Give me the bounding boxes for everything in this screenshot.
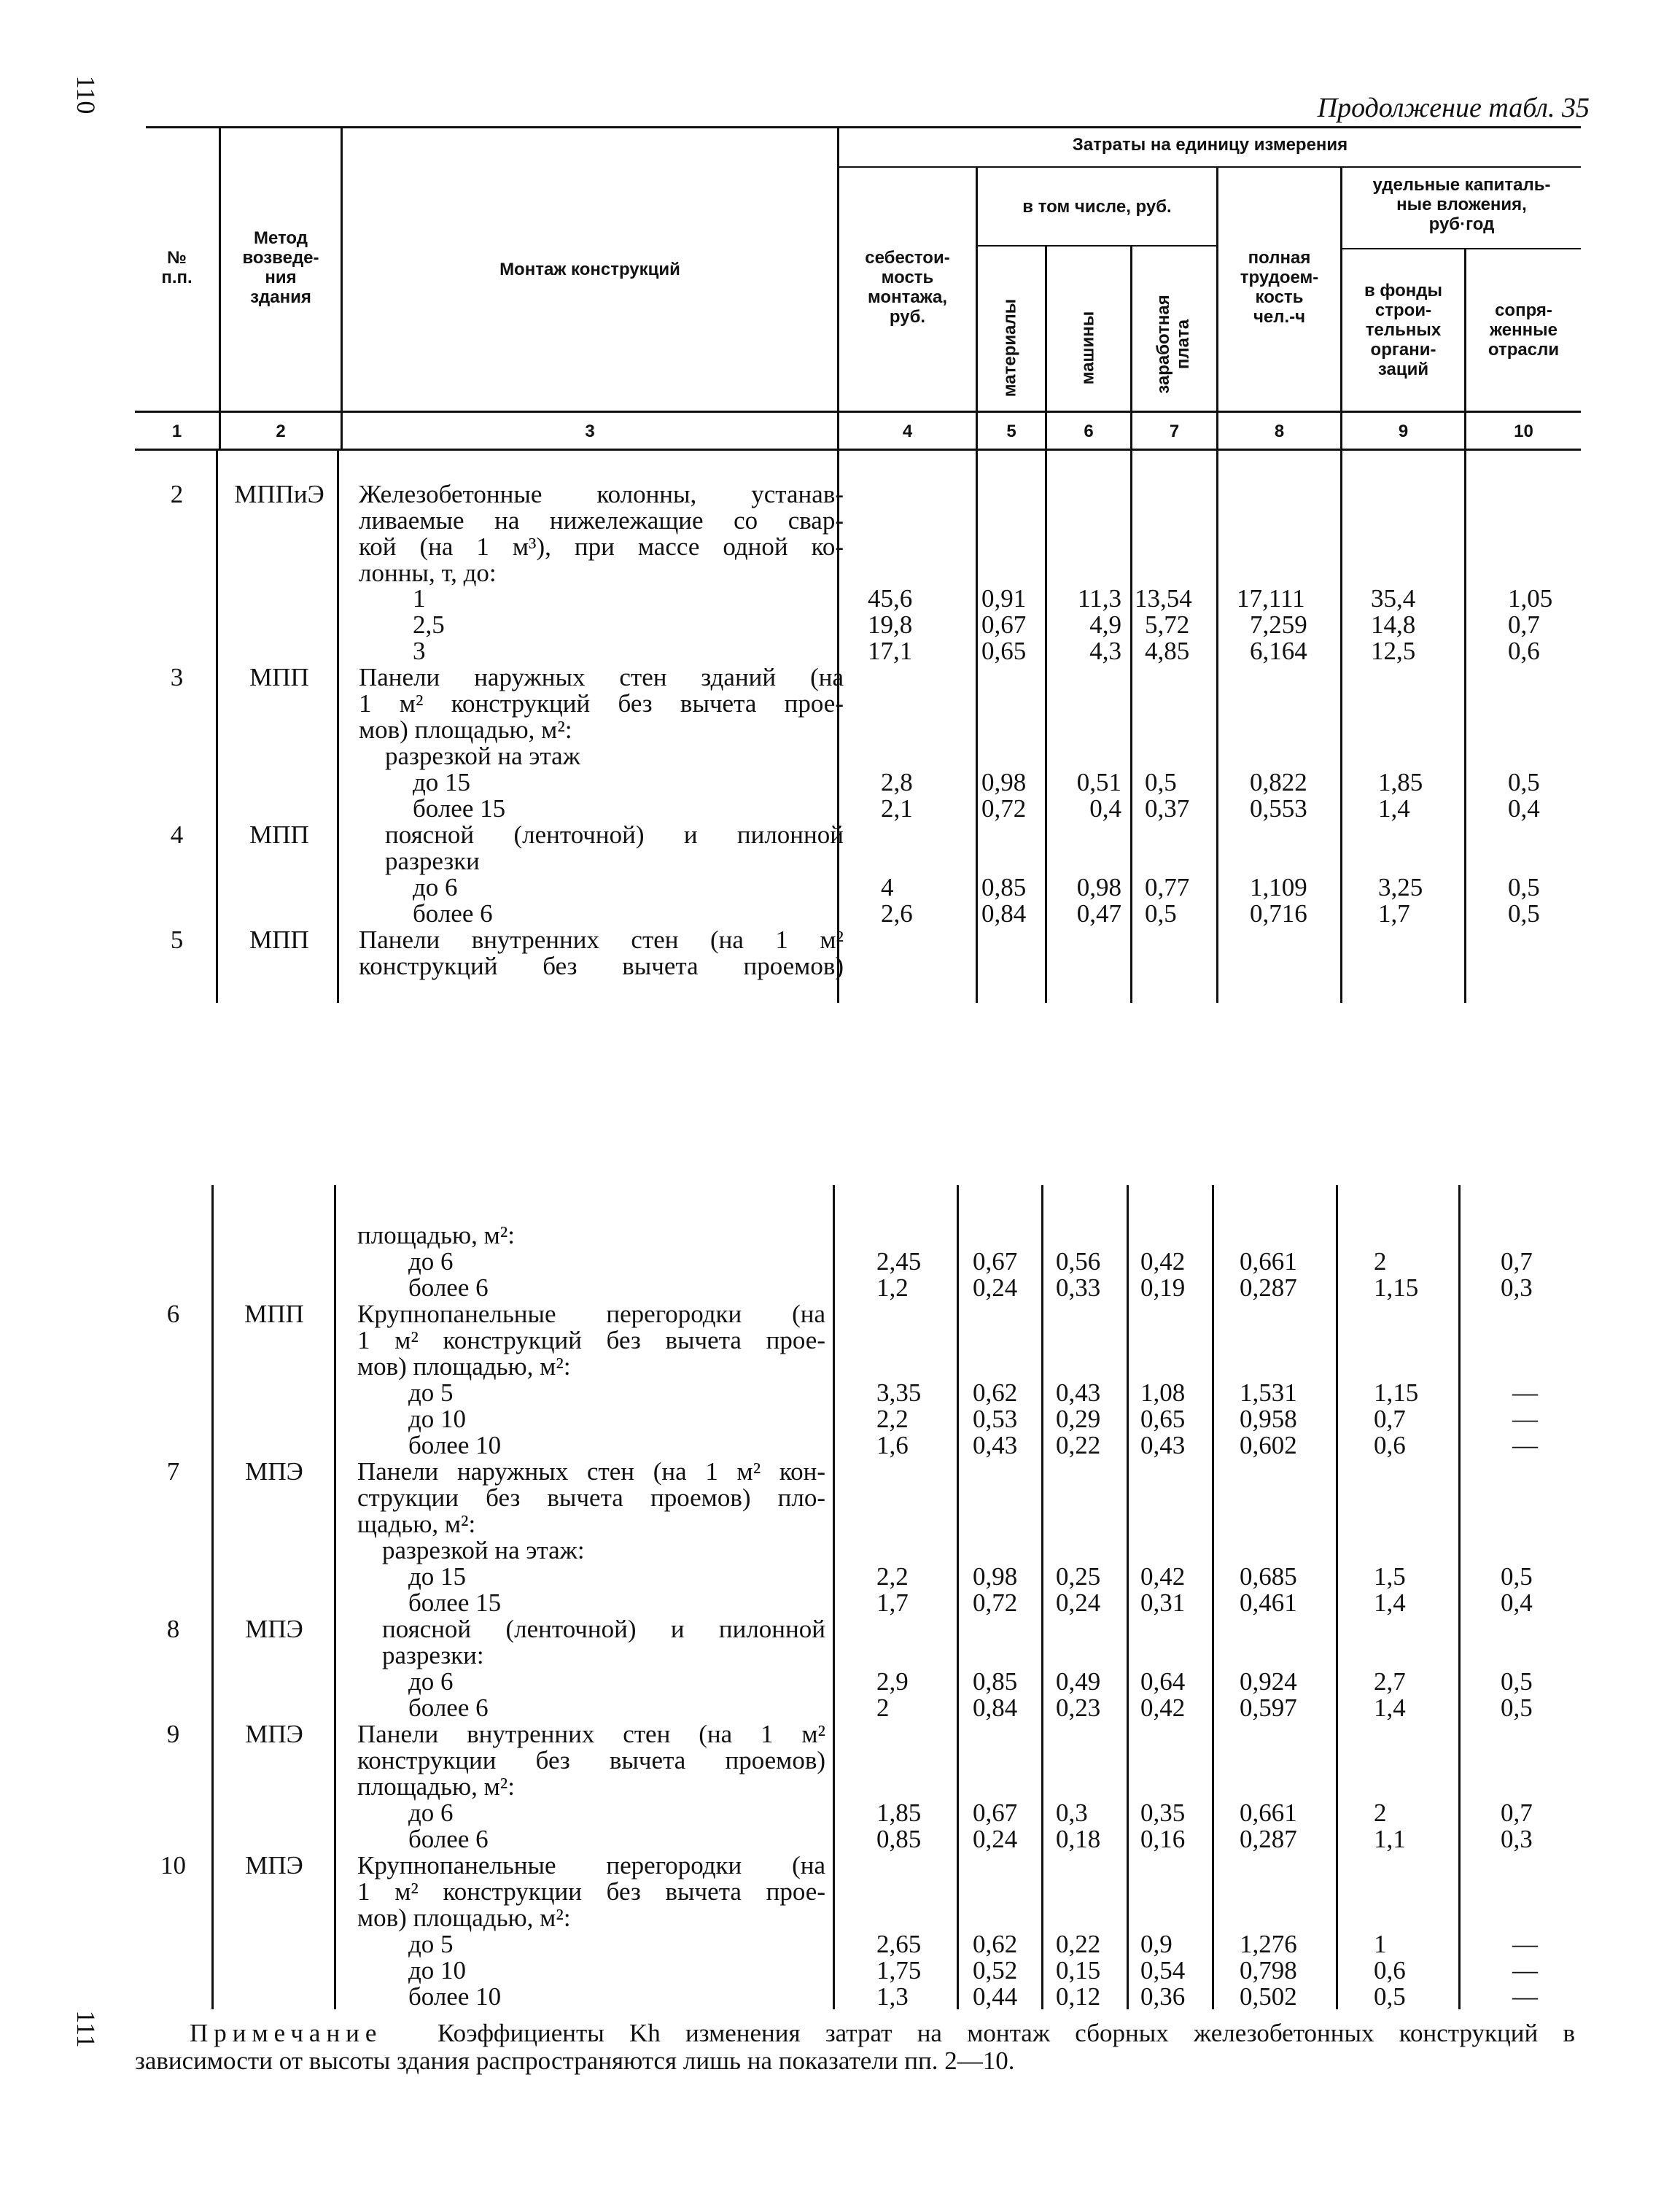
row-method: МПЭ [245, 1851, 303, 1879]
value-wages: 0,42 [1140, 1247, 1186, 1276]
page-number-top: 110 [71, 75, 101, 115]
value-cost: 1,2 [876, 1273, 909, 1302]
desc-p2-line: площадью, м²: [357, 1772, 515, 1801]
row-number: 7 [166, 1457, 180, 1486]
value-machines: 0,56 [1056, 1247, 1101, 1276]
value-labor: 0,661 [1240, 1799, 1297, 1827]
value-wages: 1,08 [1140, 1378, 1186, 1407]
value-related: 0,5 [1501, 1667, 1533, 1696]
desc-p2-line: конструкции без вычета проемов) [357, 1746, 825, 1774]
desc-p2-line: до 15 [408, 1562, 467, 1591]
desc-p2-line: более 6 [408, 1825, 489, 1853]
desc-p2-line: более 10 [408, 1982, 502, 2011]
value-related: 0,3 [1501, 1273, 1533, 1302]
desc-p2-line: 1 м² конструкций без вычета прое- [357, 1326, 825, 1354]
header-materials: материалы [1000, 298, 1020, 397]
desc-p1-line: кой (на 1 м³), при массе одной ко- [359, 532, 844, 561]
value-materials: 0,72 [973, 1588, 1018, 1617]
value-related: 0,5 [1508, 873, 1540, 901]
header-labor: полная трудоем- кость чел.-ч [1240, 248, 1319, 327]
value-cost: 2,2 [876, 1405, 909, 1433]
header-related: сопря- женные отрасли [1488, 300, 1560, 360]
desc-p2-line: более 6 [408, 1694, 489, 1722]
value-wages: 0,64 [1140, 1667, 1186, 1696]
header-incl-group: в том числе, руб. [1022, 197, 1172, 217]
col-number-2: 2 [276, 422, 286, 441]
value-machines: 0,4 [1089, 794, 1121, 823]
value-wages: 0,5 [1145, 768, 1177, 796]
value-wages: 0,5 [1145, 899, 1177, 928]
value-labor: 0,685 [1240, 1562, 1297, 1591]
value-funds: 1,7 [1378, 899, 1410, 928]
value-machines: 0,98 [1076, 873, 1121, 901]
note-label: Примечание [190, 2019, 383, 2047]
row-number: 5 [170, 926, 184, 954]
row-method: МПЭ [245, 1720, 303, 1748]
value-funds: 35,4 [1371, 584, 1416, 613]
value-wages: 0,36 [1140, 1982, 1186, 2011]
value-related: 0,7 [1501, 1799, 1533, 1827]
header-num: № п.п. [161, 248, 192, 287]
value-cost: 1,75 [876, 1956, 922, 1985]
value-wages: 4,85 [1145, 637, 1190, 665]
value-labor: 7,259 [1250, 610, 1307, 639]
value-labor: 0,287 [1240, 1273, 1297, 1302]
col-number-8: 8 [1274, 422, 1285, 441]
value-related: 0,5 [1508, 768, 1540, 796]
desc-p1-line: до 15 [413, 768, 471, 796]
value-wages: 0,43 [1140, 1431, 1186, 1459]
value-funds: 1,4 [1374, 1588, 1406, 1617]
desc-p1-line: 1 м² конструкций без вычета прое- [359, 689, 844, 718]
desc-p1-line: разрезки [385, 847, 480, 875]
value-machines: 4,9 [1089, 610, 1121, 639]
row-number: 9 [166, 1720, 180, 1748]
value-materials: 0,52 [973, 1956, 1018, 1985]
desc-p2-line: до 10 [408, 1405, 467, 1433]
desc-p2-line: Панели внутренних стен (на 1 м² [357, 1720, 825, 1748]
desc-p1-line: до 6 [413, 873, 458, 901]
value-materials: 0,67 [973, 1799, 1018, 1827]
row-method: МПП [249, 926, 309, 954]
value-related: 1,05 [1508, 584, 1553, 613]
note-line-2: зависимости от высоты здания распространяются лишь на показатели пп. 2—10. [135, 2047, 1015, 2075]
value-materials: 0,67 [973, 1247, 1018, 1276]
value-related: — [1512, 1405, 1538, 1433]
value-cost: 2,8 [881, 768, 913, 796]
value-cost: 3,35 [876, 1378, 922, 1407]
value-labor: 0,287 [1240, 1825, 1297, 1853]
value-materials: 0,84 [973, 1694, 1018, 1722]
col-number-7: 7 [1169, 422, 1180, 441]
value-cost: 2,6 [881, 899, 913, 928]
value-wages: 0,77 [1145, 873, 1190, 901]
value-machines: 4,3 [1089, 637, 1121, 665]
value-funds: 1 [1374, 1930, 1387, 1958]
value-machines: 0,23 [1056, 1694, 1101, 1722]
value-labor: 1,276 [1240, 1930, 1297, 1958]
value-related: 0,6 [1508, 637, 1540, 665]
value-wages: 0,31 [1140, 1588, 1186, 1617]
page-number-bottom: 111 [71, 2010, 101, 2048]
value-materials: 0,62 [973, 1930, 1018, 1958]
row-number: 6 [166, 1300, 180, 1328]
desc-p1-line: мов) площадью, м²: [359, 715, 572, 744]
col-number-6: 6 [1084, 422, 1094, 441]
header-wages: заработная плата [1154, 295, 1193, 394]
desc-p2-line: до 6 [408, 1799, 454, 1827]
value-machines: 0,22 [1056, 1431, 1101, 1459]
value-materials: 0,53 [973, 1405, 1018, 1433]
value-funds: 0,5 [1374, 1982, 1406, 2011]
value-cost: 2,1 [881, 794, 913, 823]
value-funds: 2 [1374, 1799, 1387, 1827]
col-number-3: 3 [585, 422, 595, 441]
value-materials: 0,98 [981, 768, 1027, 796]
value-cost: 2,9 [876, 1667, 909, 1696]
row-number: 3 [170, 663, 184, 691]
desc-p2-line: щадью, м²: [357, 1510, 476, 1538]
header-capital-group: удельные капиталь- ные вложения, руб·год [1372, 175, 1551, 234]
value-materials: 0,84 [981, 899, 1027, 928]
header-machines: машины [1078, 311, 1098, 385]
value-funds: 1,15 [1374, 1273, 1419, 1302]
row-method: МПЭ [245, 1615, 303, 1643]
desc-p1-line: более 15 [413, 794, 506, 823]
value-wages: 0,54 [1140, 1956, 1186, 1985]
value-machines: 0,3 [1056, 1799, 1088, 1827]
col-number-9: 9 [1398, 422, 1409, 441]
value-cost: 0,85 [876, 1825, 922, 1853]
desc-p1-line: 3 [413, 637, 426, 665]
note-line-1: Коэффициенты Kh изменения затрат на монтаж сборных железобетонных конструкций в [438, 2019, 1575, 2047]
value-machines: 0,18 [1056, 1825, 1101, 1853]
row-number: 4 [170, 820, 184, 849]
value-materials: 0,72 [981, 794, 1027, 823]
value-machines: 0,33 [1056, 1273, 1101, 1302]
value-materials: 0,85 [981, 873, 1027, 901]
value-machines: 0,15 [1056, 1956, 1101, 1985]
value-related: 0,5 [1508, 899, 1540, 928]
value-cost: 2 [876, 1694, 890, 1722]
value-related: 0,3 [1501, 1825, 1533, 1853]
value-cost: 1,7 [876, 1588, 909, 1617]
value-wages: 0,37 [1145, 794, 1190, 823]
value-machines: 11,3 [1078, 584, 1121, 613]
value-machines: 0,47 [1076, 899, 1121, 928]
value-labor: 0,461 [1240, 1588, 1297, 1617]
value-materials: 0,24 [973, 1825, 1018, 1853]
value-materials: 0,91 [981, 584, 1027, 613]
value-materials: 0,67 [981, 610, 1027, 639]
col-number-5: 5 [1006, 422, 1016, 441]
desc-p2-line: поясной (ленточной) и пилонной [382, 1615, 825, 1643]
value-funds: 1,1 [1374, 1825, 1406, 1853]
desc-p2-line: мов) площадью, м²: [357, 1904, 571, 1932]
desc-p1-line: ливаемые на нижележащие со свар- [359, 506, 844, 535]
value-wages: 0,16 [1140, 1825, 1186, 1853]
table-continuation-caption: Продолжение табл. 35 [1317, 93, 1590, 123]
row-number: 2 [170, 480, 184, 508]
desc-p1-line: разрезкой на этаж [385, 742, 580, 770]
desc-p2-line: разрезки: [382, 1641, 484, 1669]
desc-p2-line: 1 м² конструкции без вычета прое- [357, 1877, 825, 1906]
desc-p1-line: лонны, т, до: [359, 559, 497, 587]
value-wages: 0,9 [1140, 1930, 1172, 1958]
value-funds: 0,6 [1374, 1956, 1406, 1985]
value-machines: 0,22 [1056, 1930, 1101, 1958]
value-wages: 5,72 [1145, 610, 1190, 639]
value-related: 0,7 [1501, 1247, 1533, 1276]
value-related: — [1512, 1930, 1538, 1958]
header-cost: себестои- мость монтажа, руб. [865, 248, 950, 327]
header-costs-group: Затраты на единицу измерения [1072, 135, 1348, 155]
value-machines: 0,24 [1056, 1588, 1101, 1617]
value-related: 0,7 [1508, 610, 1540, 639]
desc-p2-line: Крупнопанельные перегородки (на [357, 1300, 825, 1328]
desc-p2-line: до 6 [408, 1667, 454, 1696]
row-method: МПП [249, 820, 309, 849]
desc-p1-line: Панели наружных стен зданий (на [359, 663, 844, 691]
value-labor: 0,716 [1250, 899, 1307, 928]
desc-p2-line: до 6 [408, 1247, 454, 1276]
desc-p2-line: более 10 [408, 1431, 502, 1459]
value-labor: 1,531 [1240, 1378, 1297, 1407]
row-number: 10 [160, 1851, 186, 1879]
value-related: 0,5 [1501, 1694, 1533, 1722]
value-labor: 0,798 [1240, 1956, 1297, 1985]
row-method: МПП [244, 1300, 304, 1328]
value-related: 0,4 [1501, 1588, 1533, 1617]
value-funds: 12,5 [1371, 637, 1416, 665]
col-number-4: 4 [902, 422, 913, 441]
value-funds: 1,85 [1378, 768, 1423, 796]
value-related: — [1512, 1956, 1538, 1985]
value-cost: 1,3 [876, 1982, 909, 2011]
desc-p1-line: конструкций без вычета проемов) [359, 952, 844, 980]
desc-p2-line: мов) площадью, м²: [357, 1352, 571, 1381]
value-funds: 0,7 [1374, 1405, 1406, 1433]
value-related: 0,4 [1508, 794, 1540, 823]
value-wages: 0,19 [1140, 1273, 1186, 1302]
value-related: — [1512, 1378, 1538, 1407]
value-labor: 17,111 [1237, 584, 1305, 613]
value-funds: 0,6 [1374, 1431, 1406, 1459]
desc-p2-line: Панели наружных стен (на 1 м² кон- [357, 1457, 825, 1486]
value-cost: 45,6 [868, 584, 913, 613]
value-cost: 1,6 [876, 1431, 909, 1459]
value-machines: 0,25 [1056, 1562, 1101, 1591]
value-cost: 2,45 [876, 1247, 922, 1276]
value-wages: 0,42 [1140, 1562, 1186, 1591]
value-labor: 0,661 [1240, 1247, 1297, 1276]
value-labor: 0,502 [1240, 1982, 1297, 2011]
value-cost: 17,1 [868, 637, 913, 665]
row-method: МППиЭ [234, 480, 324, 508]
value-funds: 1,15 [1374, 1378, 1419, 1407]
row-method: МПЭ [245, 1457, 303, 1486]
value-wages: 0,65 [1140, 1405, 1186, 1433]
value-labor: 0,822 [1250, 768, 1307, 796]
desc-p2-line: до 5 [408, 1930, 454, 1958]
desc-p1-line: Панели внутренних стен (на 1 м² [359, 926, 844, 954]
value-machines: 0,12 [1056, 1982, 1101, 2011]
desc-p1-line: Железобетонные колонны, устанав- [359, 480, 844, 508]
value-labor: 0,958 [1240, 1405, 1297, 1433]
desc-p1-line: 2,5 [413, 610, 445, 639]
desc-p1-line: 1 [413, 584, 426, 613]
value-machines: 0,51 [1076, 768, 1121, 796]
value-machines: 0,49 [1056, 1667, 1101, 1696]
value-cost: 19,8 [868, 610, 913, 639]
value-funds: 14,8 [1371, 610, 1416, 639]
value-materials: 0,43 [973, 1431, 1018, 1459]
desc-p2-line: более 15 [408, 1588, 502, 1617]
header-montage: Монтаж конструкций [499, 260, 680, 279]
value-materials: 0,85 [973, 1667, 1018, 1696]
value-funds: 1,4 [1378, 794, 1410, 823]
value-wages: 0,35 [1140, 1799, 1186, 1827]
header-funds: в фонды строи- тельных органи- заций [1364, 281, 1442, 379]
value-funds: 1,5 [1374, 1562, 1406, 1591]
value-cost: 4 [881, 873, 894, 901]
value-funds: 2,7 [1374, 1667, 1406, 1696]
value-labor: 1,109 [1250, 873, 1307, 901]
value-machines: 0,29 [1056, 1405, 1101, 1433]
value-cost: 2,65 [876, 1930, 922, 1958]
value-wages: 13,54 [1135, 584, 1192, 613]
value-wages: 0,42 [1140, 1694, 1186, 1722]
desc-p2-line: более 6 [408, 1273, 489, 1302]
value-cost: 2,2 [876, 1562, 909, 1591]
desc-p2-line: до 10 [408, 1956, 467, 1985]
value-labor: 6,164 [1250, 637, 1307, 665]
value-funds: 1,4 [1374, 1694, 1406, 1722]
value-labor: 0,597 [1240, 1694, 1297, 1722]
desc-p2-line: площадью, м²: [357, 1221, 515, 1249]
value-cost: 1,85 [876, 1799, 922, 1827]
desc-p1-line: более 6 [413, 899, 493, 928]
value-materials: 0,98 [973, 1562, 1018, 1591]
value-machines: 0,43 [1056, 1378, 1101, 1407]
value-labor: 0,602 [1240, 1431, 1297, 1459]
value-related: — [1512, 1431, 1538, 1459]
desc-p2-line: до 5 [408, 1378, 454, 1407]
col-number-1: 1 [171, 422, 182, 441]
value-related: 0,5 [1501, 1562, 1533, 1591]
col-number-10: 10 [1514, 422, 1533, 441]
value-materials: 0,62 [973, 1378, 1018, 1407]
value-materials: 0,65 [981, 637, 1027, 665]
value-materials: 0,24 [973, 1273, 1018, 1302]
desc-p1-line: поясной (ленточной) и пилонной [385, 820, 844, 849]
header-method: Метод возведе- ния здания [242, 228, 319, 307]
desc-p2-line: разрезкой на этаж: [382, 1536, 585, 1564]
value-funds: 3,25 [1378, 873, 1423, 901]
desc-p2-line: струкции без вычета проемов) пло- [357, 1483, 825, 1512]
value-funds: 2 [1374, 1247, 1387, 1276]
value-labor: 0,553 [1250, 794, 1307, 823]
row-number: 8 [166, 1615, 180, 1643]
desc-p2-line: Крупнопанельные перегородки (на [357, 1851, 825, 1879]
value-materials: 0,44 [973, 1982, 1018, 2011]
value-related: — [1512, 1982, 1538, 2011]
row-method: МПП [249, 663, 309, 691]
value-labor: 0,924 [1240, 1667, 1297, 1696]
